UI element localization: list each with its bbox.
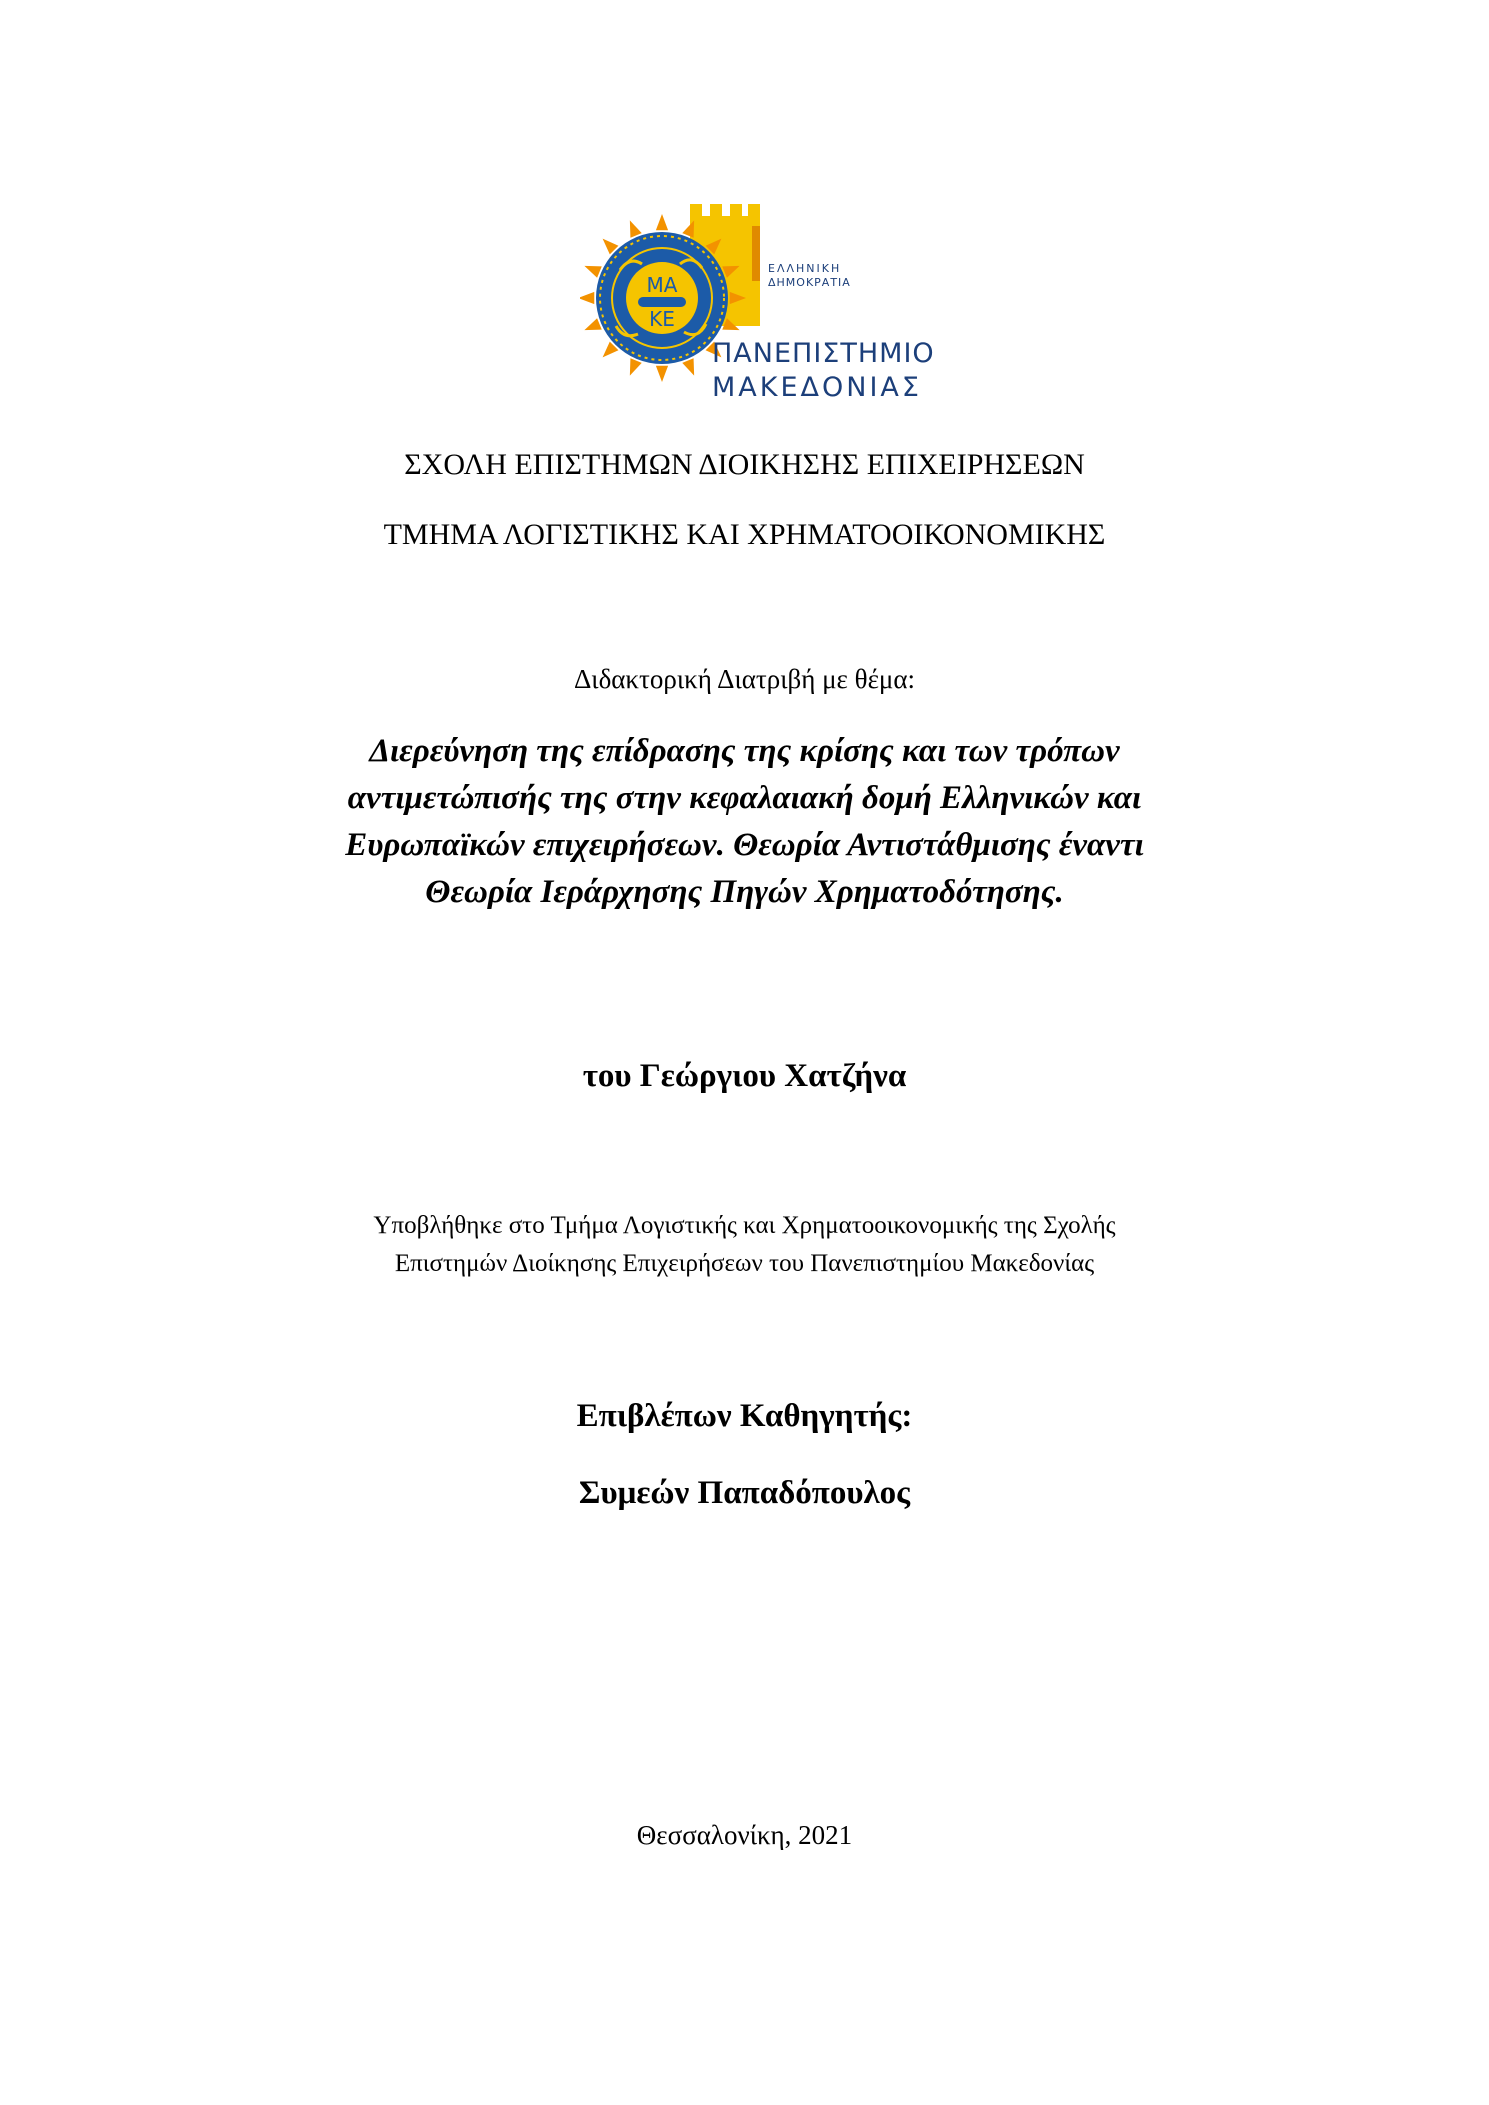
logo-emblem (580, 186, 940, 416)
submission-statement (0, 1207, 1489, 1283)
thesis-intro: Διδακτορική Διατριβή με θέμα: (573, 664, 916, 694)
sun-ray (682, 358, 694, 375)
emblem-text-1: ΜΑ (646, 273, 678, 297)
logo-name-line-1: ΠΑΝΕΠΙΣΤΗΜΙΟ (712, 338, 935, 369)
sun-ray (630, 358, 642, 375)
supervisor-label: Επιβλέπων Καθηγητής: (576, 1398, 913, 1434)
department-name: ΤΜΗΜΑ ΛΟΓΙΣΤΙΚΗΣ ΚΑΙ ΧΡΗΜΑΤΟΟΙΚΟΝΟΜΙΚΗΣ (383, 518, 1106, 551)
sun-ray (682, 220, 694, 237)
author: του Γεώργιου Χατζήνα (582, 1058, 907, 1094)
logo-small-text-1: ΕΛΛΗΝΙΚΗ (768, 262, 842, 275)
logo-name-line-2: ΜΑΚΕΔΟΝΙΑΣ (712, 372, 922, 403)
supervisor-name: Συμεών Παπαδόπουλος (578, 1475, 911, 1511)
emblem-text-2: ΚΕ (649, 307, 675, 331)
sun-ray (656, 214, 668, 230)
submission-line: Υποβλήθηκε στο Τμήμα Λογιστικής και Χρηματοοικονομικής της Σχολής (373, 1212, 1116, 1239)
submission-line: Επιστημών Διοίκησης Επιχειρήσεων του Πανεπιστημίου Μακεδονίας (394, 1250, 1095, 1277)
sun-ray (584, 318, 601, 330)
place-date: Θεσσαλονίκη, 2021 (636, 1820, 853, 1850)
thesis-title-line: αντιμετώπισής της στην κεφαλαιακή δομή Ελληνικών και (347, 780, 1142, 816)
university-logo (580, 186, 940, 416)
sun-ray (630, 220, 642, 237)
thesis-title-line: Διερεύνηση της επίδρασης της κρίσης και των τρόπων (369, 733, 1120, 769)
thesis-title-line: Ευρωπαϊκών επιχειρήσεων. Θεωρία Αντιστάθμισης έναντι (345, 827, 1144, 863)
logo-small-text-2: ΔΗΜΟΚΡΑΤΙΑ (768, 276, 851, 289)
sun-ray (584, 266, 601, 278)
sun-ray (656, 366, 668, 382)
school-name: ΣΧΟΛΗ ΕΠΙΣΤΗΜΩΝ ΔΙΟΙΚΗΣΗΣ ΕΠΙΧΕΙΡΗΣΕΩΝ (404, 448, 1085, 481)
thesis-title-line: Θεωρία Ιεράρχησης Πηγών Χρηματοδότησης. (425, 874, 1064, 910)
thesis-title (200, 728, 1289, 916)
sun-ray (580, 292, 594, 304)
